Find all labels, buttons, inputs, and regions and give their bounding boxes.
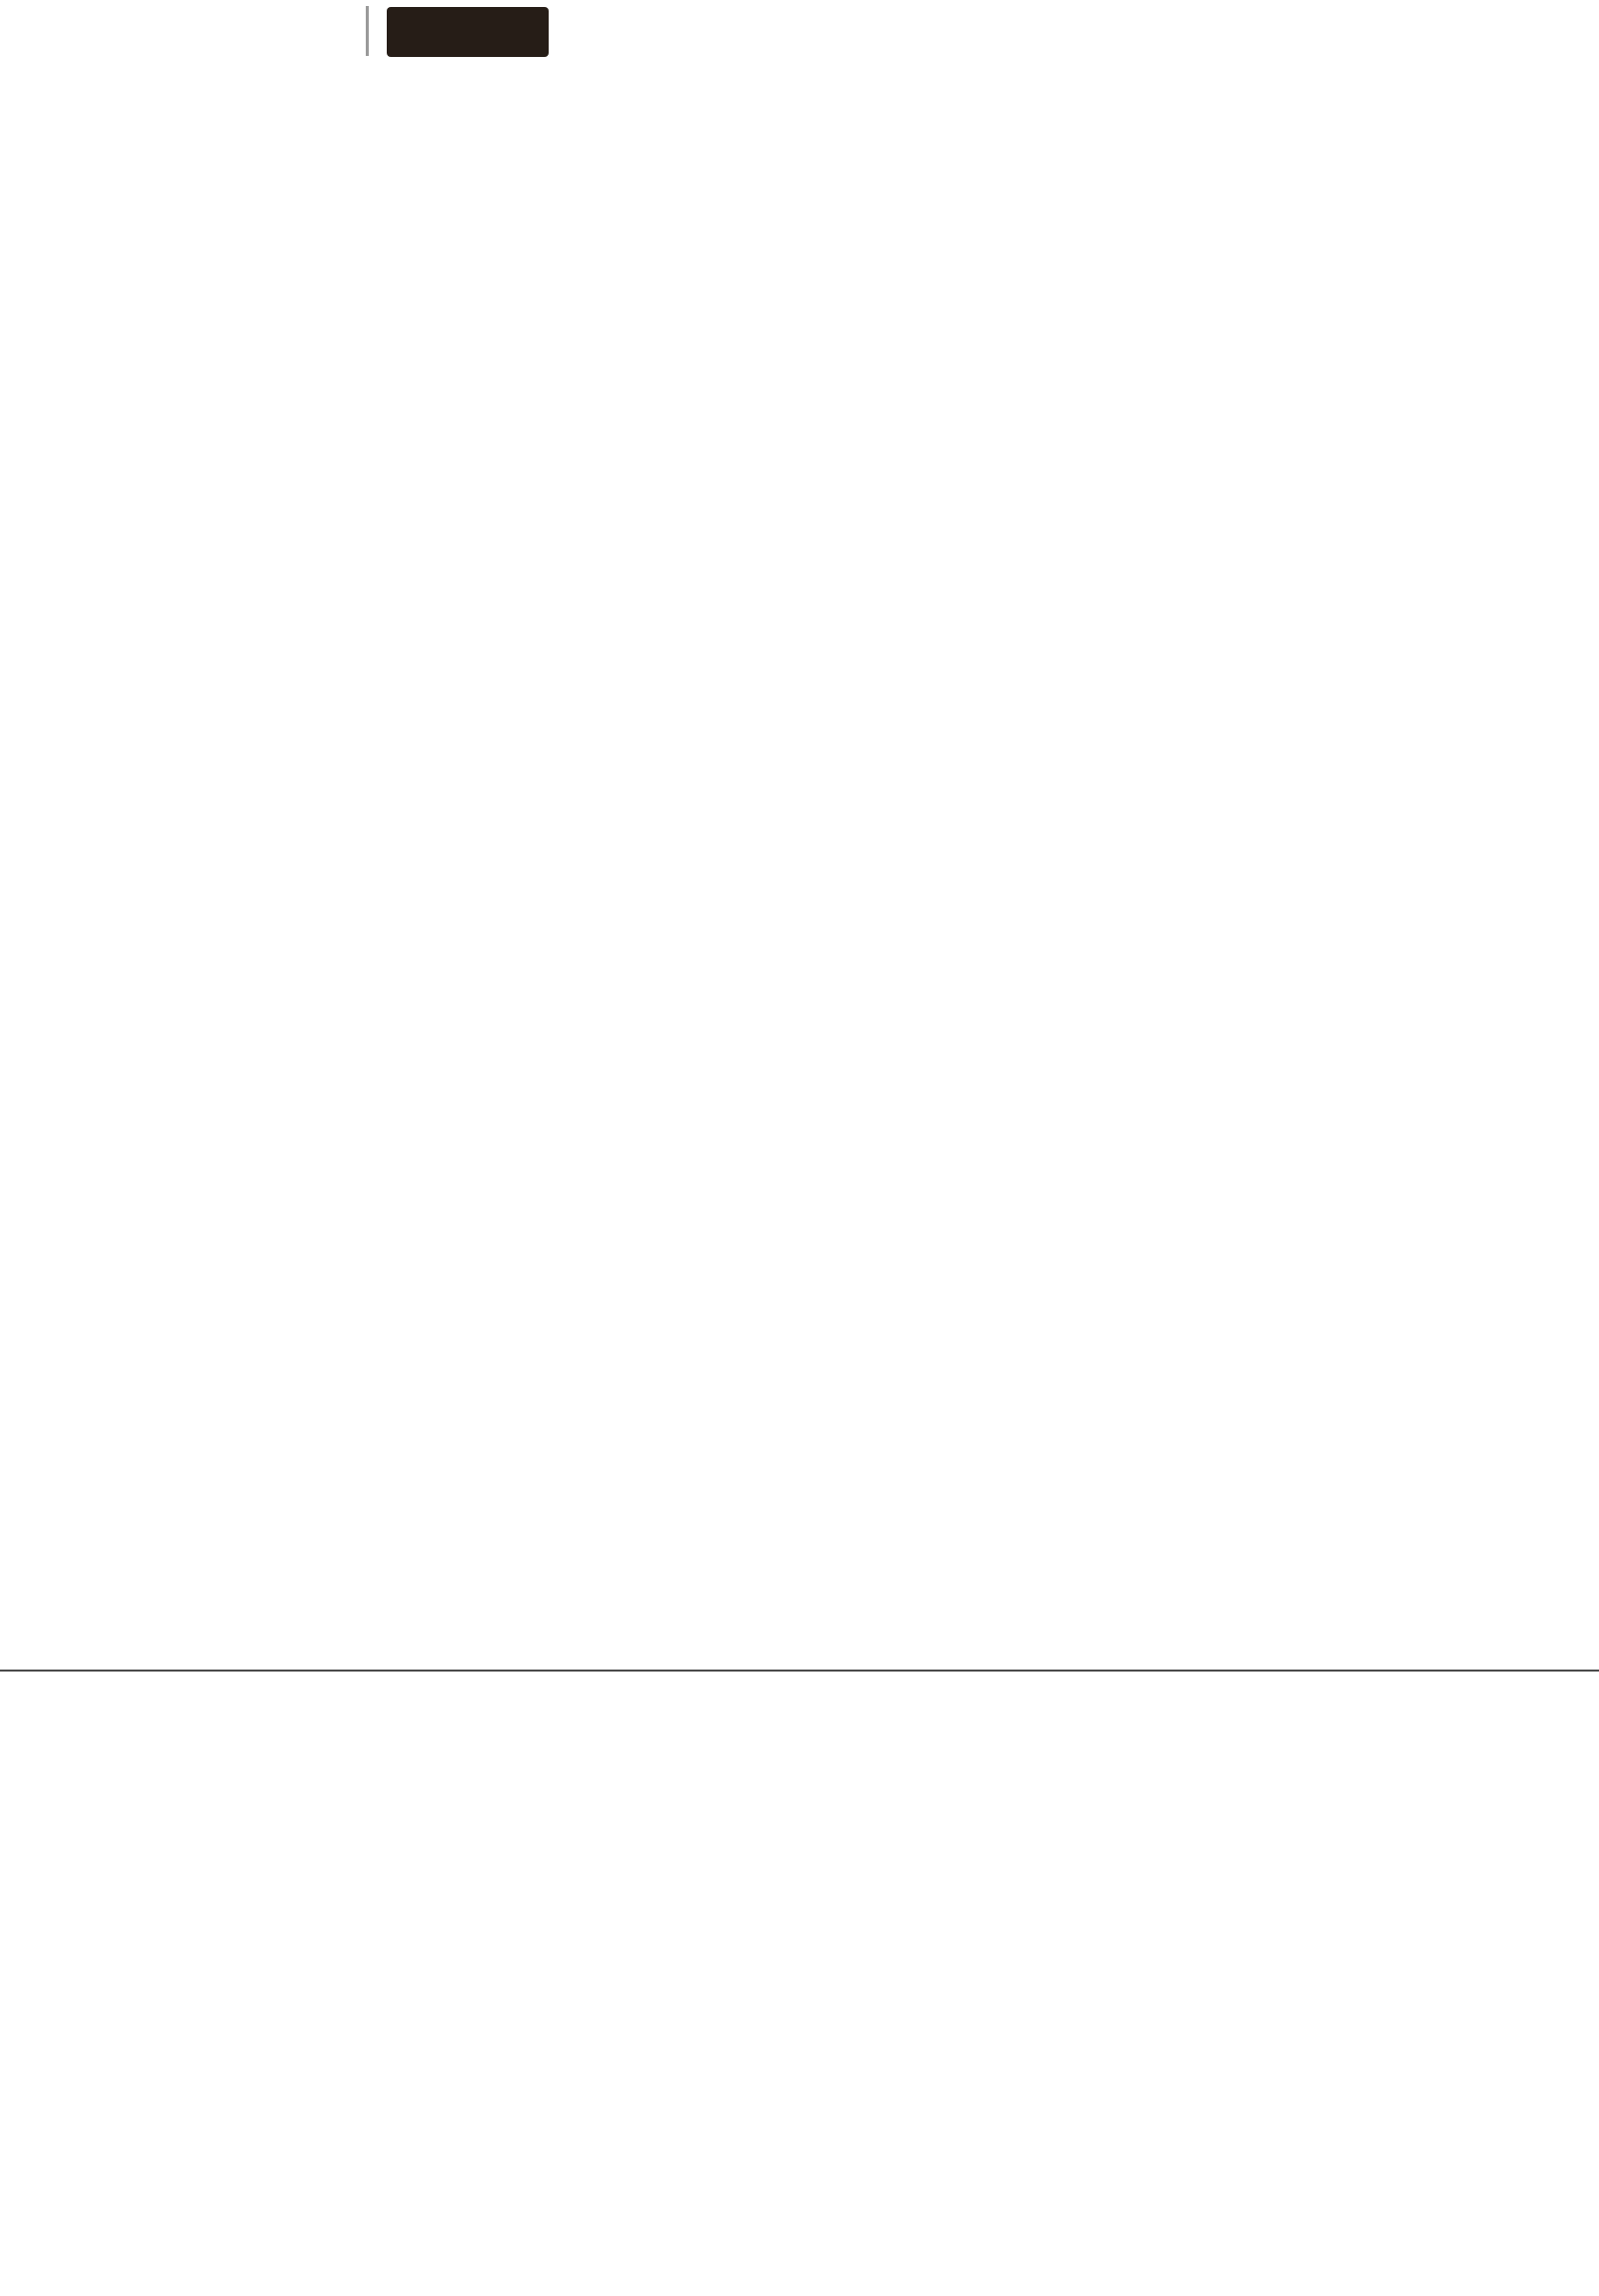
header-divider: [366, 6, 369, 56]
article-columns: [12, 66, 1589, 1653]
poem-title-calligraphy: [87, 1695, 548, 1703]
section-divider-rule: [0, 1670, 1599, 1672]
section-badge: [387, 7, 549, 57]
